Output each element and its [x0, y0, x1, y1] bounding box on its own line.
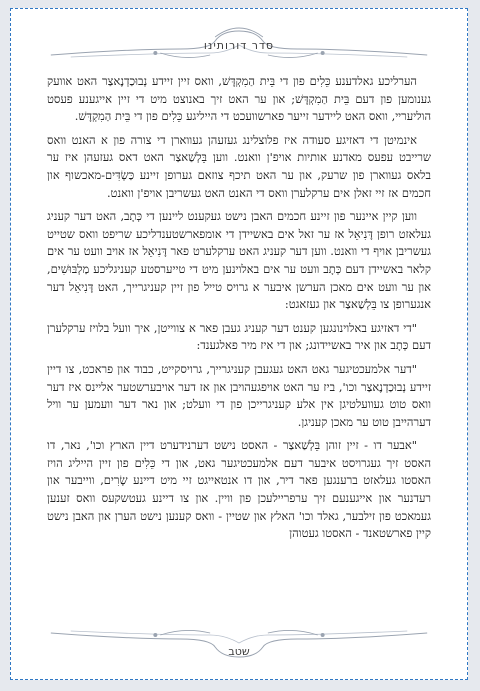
paragraph-1: הערליכע גאלדענע כֵּלִים פון די בֵּית הַמִקְדָּשׁ, וואס זיין זיידע נְבוּכַדְנֶאצַר האט אוועק גענומען פון דעם בֵּית הַמִקְדָּשׁ; און ער האט זיך באנוצט מיט די זיין אייגענע פעסט הוליעריי, וואס האט ליידער זייער פארשוועכט די הייליגע כֵּלִים פון די בֵּית הַמִקְדָּשׁ. — [47, 74, 431, 124]
paragraph-2: אינמיטן די דאזיגע סעודה איז פלוצלינג געזעהן געווארן די צורה פון א האנט וואס שרייבט עפעס מאדנע אותיות אויפ'ן וואנט. ווען בֵּלְשַׁאצַר האט דאס געזעהן איז ער בלאס געווארן פון שרעק, און ער האט תיכף צוזאם גערופן זיינע כַּשְׂדִּים-מאכשוף און חכמים אז זיי זאלן אים ערקלערן וואס די האנט האט געשריבן אויפ'ן וואנט. — [47, 132, 431, 200]
paragraph-3: ווען קיין איינער פון זיינע חכמים האבן נישט געקענט ליינען די כְּתָב, האט דער קעניג געלאזט רופן דָּנִיאֵל אז ער זאל אים באשיידן די אומפארשטענדליכע שריפט וואס שטייט געשריבן אויף די וואנט. ווען דער קעניג האט ערקלערט פאר דָּנִיאֵל אז אויב וועט ער אים קלאר באשיידן דעם כְּתָב וועט ער אים באלוינען מיט די טייערסטע קעניגליכע מַלְבּוּשִׁים, און ער וועט אים מאכן הערשן איבער א גרויס טייל פון זיין קעניגרייך, האט דָּנִיאֵל דער אנגערופן צו בֵּלְשַׁאצַר און געזאגט: — [47, 209, 431, 312]
header-title: סדר דורותינו — [203, 39, 275, 52]
page-body — [47, 73, 431, 617]
paragraph-5: "דער אלמעכטיגער גאט האט געגעבן קעניגרייך, גרויסקייט, כבוד און פראכט, צו דיין זיידע נְבוּכַדְנֶאצַר וכו', ביז ער האט אויפגעהויבן און אז דער אויבערשטער אליינס איז דער וואס טוט געוועלטיגן אין אלע קעניגרייכן פון די וועלט; און נאר דער וועמען ער וויל דערהייבן טוט ער מאכן קעניגן. — [47, 361, 431, 429]
page-frame — [10, 8, 468, 680]
paragraph-4: "די דאזיגע באלוינונגען קענט דער קעניג געבן פאר א צווייטן, איך וועל בלויז ערקלערן דעם כְּתָב און איר באשיידונג; און די איז מיר פאלגענד: — [47, 320, 431, 353]
page-number: שטב — [228, 645, 250, 658]
paragraph-6: "אבער דו - זיין זוהן בֵּלְשַׁאצַר - האסט נישט דערנידערט דיין הארץ וכו', נאר, דו האסט זיך געגרויסט איבער דעם אלמעכטיגער גאט, און די כֵּלִים פון זיין הייליג הויז האסטו געלאזט ברענגען פאר דיר, און דו אנטאייגט זיי מיט דיינע שָׂרִים, ווייבער און רעדנער און אייגענעם זיך ערפריילעכן פון וויין. און צו דיינע געטשקעס וואס זענען געמאכט פון זילבער, גאלד וכו' האלץ און שטיין - וואס קענען נישט הערן און האבן נישט קיין פארשטאנד - האסטו געטוהן — [47, 438, 431, 541]
